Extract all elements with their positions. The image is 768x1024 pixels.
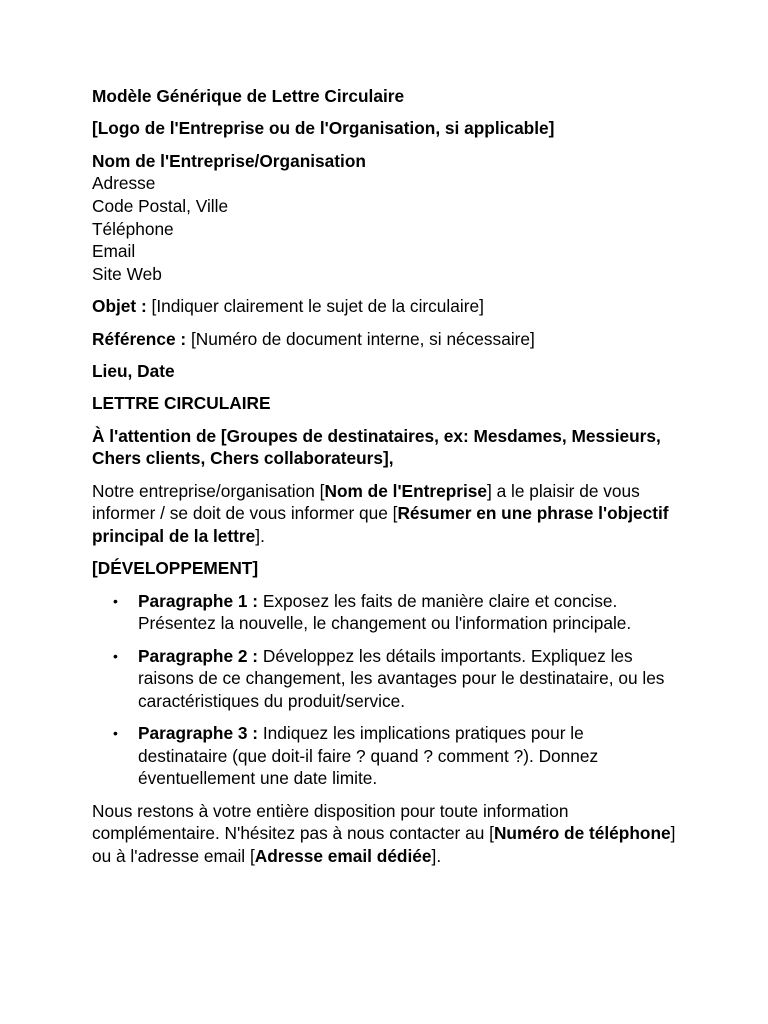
paragraph-text: Indiquez les implications pratiques pour le destinataire (que doit-il faire ? quand ? comment ?). Donnez éventuellement une date limite. <box>138 723 599 789</box>
reference-label: Référence : <box>92 328 187 349</box>
paragraph-label: Paragraphe 3 : <box>138 723 259 744</box>
list-item <box>92 645 677 713</box>
intro-paragraph: Notre entreprise/organisation [Nom de l'Entreprise] a le plaisir de vous informer / se doit de vous informer que [Résumer en une phrase l'objectif principal de la lettre]. <box>92 480 669 546</box>
subject-label: Objet : <box>92 296 147 317</box>
bullet-icon: • <box>113 592 118 609</box>
reference-line <box>92 328 677 351</box>
reference-text: [Numéro de document interne, si nécessaire] <box>186 328 535 349</box>
summary-placeholder: Résumer en une phrase l'objectif principal de la lettre <box>92 503 669 546</box>
development-list <box>92 590 677 790</box>
paragraph-text: Développez les détails importants. Expliquez les raisons de ce changement, les avantages pour le destinataire, ou les caractéristiques du produit/service. <box>138 645 665 711</box>
sender-address: Adresse <box>92 173 156 194</box>
bullet-icon: • <box>113 725 118 742</box>
sender-phone: Téléphone <box>92 218 174 239</box>
sender-postal-city: Code Postal, Ville <box>92 195 229 216</box>
place-date: Lieu, Date <box>92 360 175 381</box>
sender-email: Email <box>92 241 136 262</box>
paragraph-text: Exposez les faits de manière claire et concise. Présentez la nouvelle, le changement ou l'information principale. <box>138 590 632 634</box>
subject-line <box>92 295 677 318</box>
document-title: Modèle Générique de Lettre Circulaire <box>92 86 405 106</box>
subject-text: [Indiquer clairement le sujet de la circulaire] <box>146 296 484 317</box>
phone-placeholder: Numéro de téléphone <box>493 823 671 844</box>
sender-block <box>92 150 677 286</box>
bullet-icon: • <box>113 647 118 664</box>
email-placeholder: Adresse email dédiée <box>254 845 432 866</box>
list-item <box>92 722 677 790</box>
development-heading: [DÉVELOPPEMENT] <box>92 558 259 579</box>
letter-body <box>92 85 677 877</box>
logo-placeholder: [Logo de l'Entreprise ou de l'Organisation, si applicable] <box>92 118 555 139</box>
sender-name: Nom de l'Entreprise/Organisation <box>92 150 366 171</box>
paragraph-label: Paragraphe 2 : <box>138 645 259 666</box>
list-item <box>92 590 677 635</box>
closing-paragraph: Nous restons à votre entière disposition pour toute information complémentaire. N'hésitez pas à nous contacter au [Numéro de téléphone] ou à l'adresse email [Adresse email dédiée]. <box>92 800 676 866</box>
sender-website: Site Web <box>92 263 162 284</box>
company-name-placeholder: Nom de l'Entreprise <box>324 480 488 501</box>
letter-heading: LETTRE CIRCULAIRE <box>92 393 271 414</box>
salutation: À l'attention de [Groupes de destinataires, ex: Mesdames, Messieurs, Chers clients, Chers collaborateurs], <box>92 425 661 469</box>
paragraph-label: Paragraphe 1 : <box>138 590 259 611</box>
